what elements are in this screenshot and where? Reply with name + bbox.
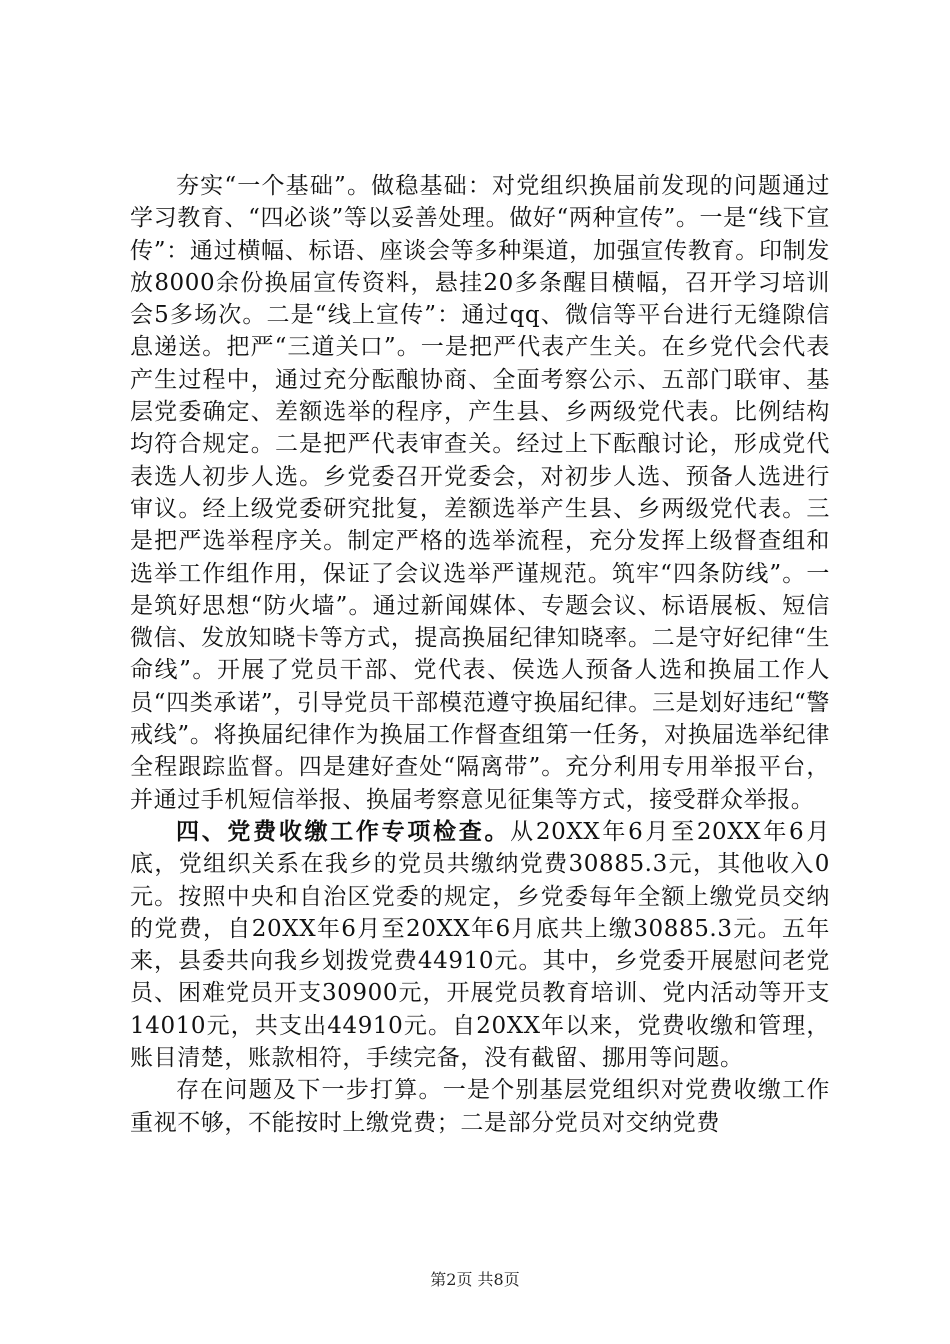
page-footer (0, 1270, 950, 1290)
paragraph-party-dues-inspection (130, 816, 830, 1074)
paragraph-consolidate-foundation (130, 170, 830, 816)
paragraph-text: 存在问题及下一步打算。一是个别基层党组织对党费收缴工作重视不够，不能按时上缴党费；二是部分党员对交纳党费 (130, 1077, 830, 1136)
paragraph-problems-next-steps (130, 1074, 830, 1139)
paragraph-text: 夯实“一个基础”。做稳基础：对党组织换届前发现的问题通过学习教育、“四必谈”等以妥善处理。做好“两种宣传”。一是“线下宣传”：通过横幅、标语、座谈会等多种渠道，加强宣传教育。印制发放8000余份换届宣传资料，悬挂20多条醒目横幅，召开学习培训会5多场次。二是“线上宣传”：通过qq、微信等平台进行无缝隙信息递送。把严“三道关口”。一是把严代表产生关。在乡党代会代表产生过程中，通过充分酝酿协商、全面考察公示、五部门联审、基层党委确定、差额选举的程序，产生县、乡两级党代表。比例结构均符合规定。二是把严代表审查关。经过上下酝酿讨论，形成党代表选人初步人选。乡党委召开党委会，对初步人选、预备人选进行审议。经上级党委研究批复，差额选举产生县、乡两级党代表。三是把严选举程序关。制定严格的选举流程，充分发挥上级督查组和选举工作组作用，保证了会议选举严谨规范。筑牢“四条防线”。一是筑好思想“防火墙”。通过新闻媒体、专题会议、标语展板、短信微信、发放知晓卡等方式，提高换届纪律知晓率。二是守好纪律“生命线”。开展了党员干部、党代表、侯选人预备人选和换届工作人员“四类承诺”，引导党员干部模范遵守换届纪律。三是划好违纪“警戒线”。将换届纪律作为换届工作督查组第一任务，对换届选举纪律全程跟踪监督。四是建好查处“隔离带”。充分利用专用举报平台，并通过手机短信举报、换届考察意见征集等方式，接受群众举报。 (130, 173, 830, 813)
document-body (130, 170, 830, 1139)
page-number: 第2页 共8页 (430, 1270, 520, 1289)
paragraph-text: 从20XX年6月至20XX年6月底，党组织关系在我乡的党员共缴纳党费30885.3元，其他收入0元。按照中央和自治区党委的规定，乡党委每年全额上缴党员交纳的党费，自20XX年6月至20XX年6月底共上缴30885.3元。五年来，县委共向我乡划拨党费44910元。其中，乡党委开展慰问老党员、困难党员开支30900元，开展党员教育培训、党内活动等开支14010元，共支出44910元。自20XX年以来，党费收缴和管理，账目清楚，账款相符，手续完备，没有截留、挪用等问题。 (130, 818, 830, 1072)
section-heading-party-dues: 四、党费收缴工作专项检查。 (176, 817, 511, 845)
